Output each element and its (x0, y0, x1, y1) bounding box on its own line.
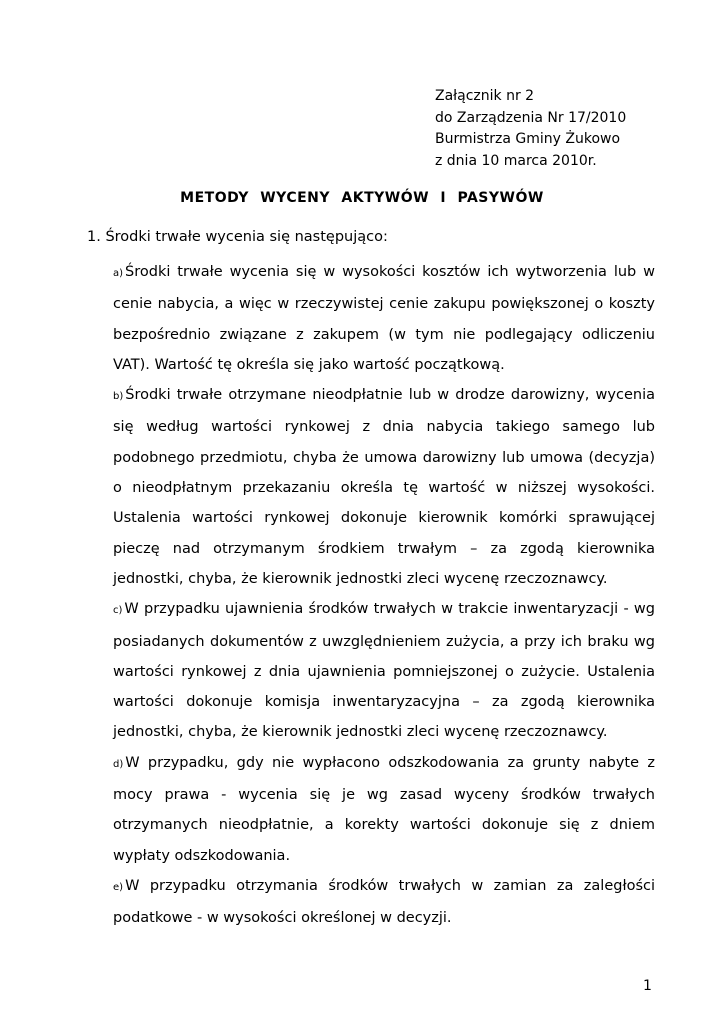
item-label: c) (113, 605, 123, 617)
item-text: W przypadku, gdy nie wypłacono odszkodowania za grunty nabyte z mocy prawa - wycenia się je wg zasad wyceny środków trwałych otrzymanych nieodpłatnie, a korekty wartości dokonuje się z dniem wypłaty odszkodowania. (113, 754, 655, 864)
annex-line: Burmistrza Gminy Żukowo (435, 131, 621, 147)
annex-line: Załącznik nr 2 (435, 88, 535, 104)
item-text: Środki trwałe wycenia się w wysokości kosztów ich wytworzenia lub w cenie nabycia, a więc w rzeczywistej cenie zakupu powiększonej o koszty bezpośrednio związane z zakupem (w tym nie podlegający odliczeniu VAT). Wartość tę określa się jako wartość początkową. (113, 264, 655, 373)
list-item-b (113, 380, 655, 594)
list-item-c (113, 594, 655, 747)
item-text: W przypadku otrzymania środków trwałych w zamian za zaległości podatkowe - w wysokości określonej w decyzji. (113, 877, 655, 927)
list-item-d (113, 748, 655, 871)
item-label: e) (113, 881, 124, 893)
item-list (113, 257, 655, 934)
item-label: d) (113, 758, 124, 770)
item-text: W przypadku ujawnienia środków trwałych w trakcie inwentaryzacji - wg posiadanych dokumentów z uwzględnieniem zużycia, a przy ich braku wg wartości rynkowej z dnia ujawnienia pomniejszonej o zużycie. Ustalenia wartości dokonuje komisja inwentaryzacyjna – za zgodą kierownika jednostki, chyba, że kierownik jednostki zleci wycenę rzeczoznawcy. (113, 601, 655, 741)
annex-line: do Zarządzenia Nr 17/2010 (435, 109, 627, 126)
document-title: METODY WYCENY AKTYWÓW I PASYWÓW (180, 190, 544, 206)
item-text: Środki trwałe otrzymane nieodpłatnie lub w drodze darowizny, wycenia się według wartości rynkowej z dnia nabycia takiego samego lub podobnego przedmiotu, chyba że umowa darowizny lub umowa (decyzja) o nieodpłatnym przekazaniu określa tę wartość w niższej wysokości. Ustalenia wartości rynkowej dokonuje kierownik komórki sprawującej pieczę nad otrzymanym środkiem trwałym – za zgodą kierownika jednostki, chyba, że kierownik jednostki zleci wycenę rzeczoznawcy. (113, 387, 655, 587)
page-number: 1 (643, 978, 652, 994)
list-item-a (113, 257, 655, 380)
section-heading: 1. Środki trwałe wycenia się następująco: (87, 229, 388, 245)
annex-header (435, 86, 695, 172)
item-label: b) (113, 391, 124, 403)
list-item-e (113, 871, 655, 934)
annex-line: z dnia 10 marca 2010r. (435, 152, 597, 169)
item-label: a) (113, 268, 124, 279)
